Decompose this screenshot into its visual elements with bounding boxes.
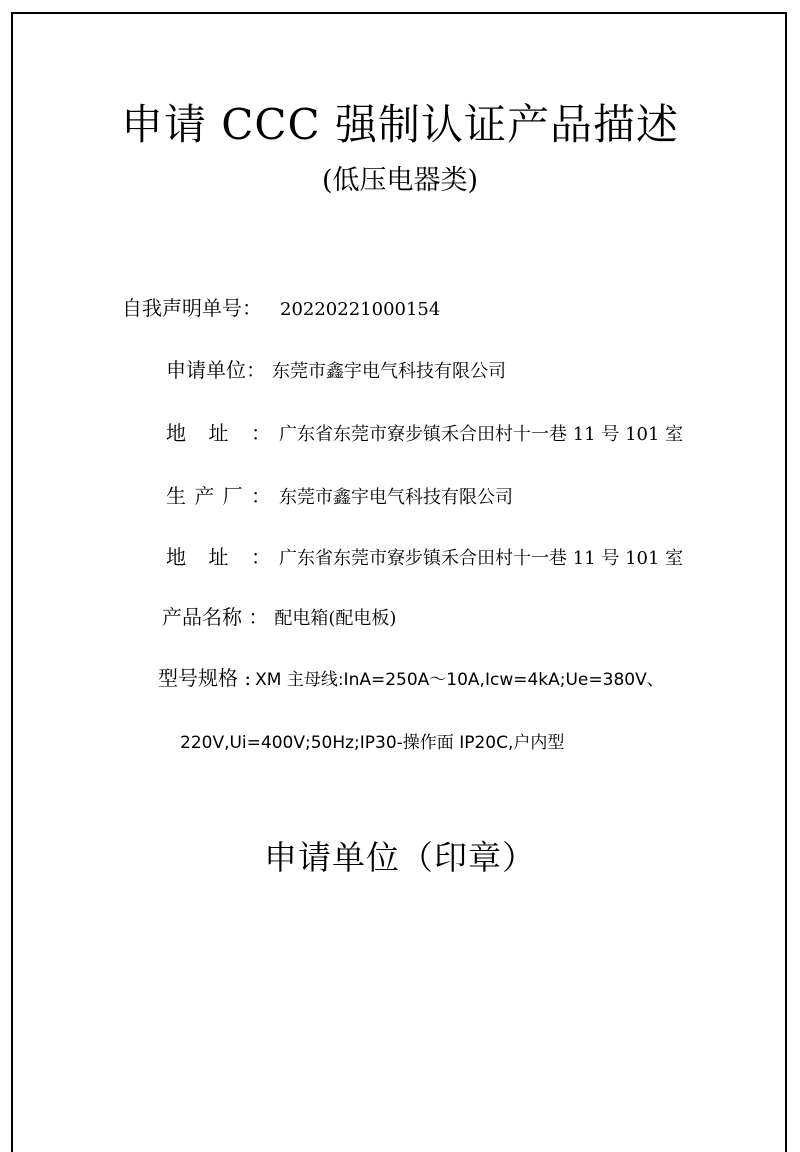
manufacturer-label-char: 厂	[222, 484, 243, 508]
manufacturer-colon: ：	[250, 484, 271, 508]
manufacturer-address-colon: ：	[251, 545, 271, 569]
product-name-value: 配电箱(配电板)	[274, 608, 397, 629]
model-spec-value-line-1: XM 主母线:InA=250A～10A,Icw=4kA;Ue=380V、	[255, 670, 664, 690]
manufacturer-label	[166, 484, 271, 508]
manufacturer-address-value: 广东省东莞市寮步镇禾合田村十一巷 11 号 101 室	[279, 548, 684, 569]
model-spec-continuation-row	[180, 730, 564, 755]
applicant-address-colon: ：	[251, 421, 271, 445]
applicant-address-value: 广东省东莞市寮步镇禾合田村十一巷 11 号 101 室	[279, 424, 684, 445]
manufacturer-label-char: 产	[194, 484, 215, 508]
product-name-row	[162, 605, 396, 631]
declaration-number-row	[122, 296, 440, 322]
applicant-label: 申请单位：	[166, 358, 266, 382]
manufacturer-address-label	[166, 545, 271, 569]
applicant-seal-caption: 申请单位（印章）	[264, 838, 536, 877]
manufacturer-row	[166, 484, 513, 510]
manufacturer-address-label-char: 地	[166, 545, 186, 569]
model-spec-label: 型号规格 :	[158, 666, 252, 690]
applicant-address-label	[166, 421, 271, 445]
document-title: 申请 CCC 强制认证产品描述	[120, 100, 680, 149]
declaration-number-label: 自我声明单号：	[122, 296, 262, 320]
manufacturer-value: 东莞市鑫宇电气科技有限公司	[279, 487, 513, 508]
product-name-label: 产品名称 ：	[162, 605, 269, 629]
applicant-address-label-char: 址	[208, 421, 229, 445]
manufacturer-address-row	[166, 545, 683, 571]
manufacturer-address-label-char: 址	[208, 545, 229, 569]
applicant-address-row	[166, 421, 683, 447]
model-spec-row	[158, 666, 664, 692]
declaration-number-value: 20220221000154	[280, 299, 441, 320]
document-subtitle: (低压电器类)	[321, 165, 479, 196]
applicant-row	[166, 358, 506, 384]
applicant-value: 东莞市鑫宇电气科技有限公司	[272, 361, 506, 382]
applicant-address-label-char: 地	[166, 421, 186, 445]
model-spec-value-line-2: 220V,Ui=400V;50Hz;IP30-操作面 IP20C,户内型	[180, 733, 565, 753]
manufacturer-label-char: 生	[166, 484, 186, 508]
